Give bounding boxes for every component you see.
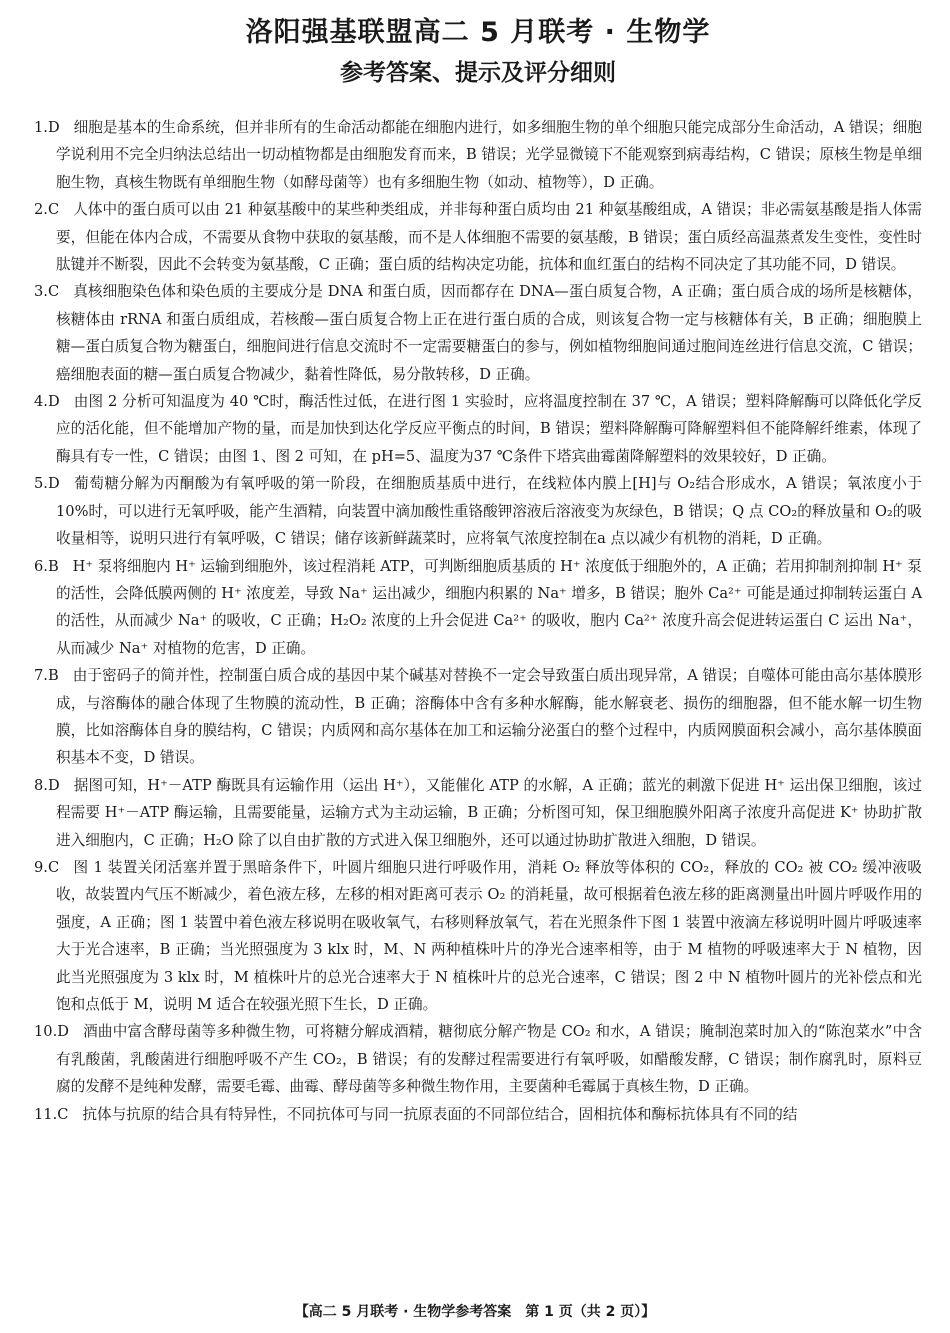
answer-number: 11. xyxy=(34,1105,58,1123)
answer-number: 9. xyxy=(34,858,48,876)
answer-key: C xyxy=(47,858,60,876)
answer-key: C xyxy=(47,201,60,219)
answer-item-4 xyxy=(34,388,922,470)
answer-explanation: 图 1 装置关闭活塞并置于黑暗条件下，叶圆片细胞只进行呼吸作用，消耗 O₂ 释放等体积的 CO₂，释放的 CO₂ 被 CO₂ 缓冲液吸收，故装置内气压不断减少，着色液左移，左移的相对距离可表示 O₂ 的消耗量，故可根据着色液左移的距离测量出叶圆片呼吸作用的强度，A 正确；图 1 装置中着色液左移说明在吸收氧气，右移则释放氧气，若在光照条件下图 1 装置中液滴左移说明叶圆片呼吸速率大于光合速率，B 正确；当光照强度为 3 klx 时，M、N 两种植株叶片的净光合速率相等，由于 M 植物的呼吸速率大于 N 植物，因此当光照强度为 3 klx 时，M 植株叶片的总光合速率大于 N 植株叶片的总光合速率，C 错误；图 2 中 N 植物叶圆片的光补偿点和光饱和点低于 M，说明 M 适合在较强光照下生长，D 正确。 xyxy=(56,858,922,1013)
page-footer: 【高二 5 月联考 · 生物学参考答案 第 1 页（共 2 页）】 xyxy=(294,1304,656,1320)
answer-number: 8. xyxy=(34,776,48,794)
answer-number: 6. xyxy=(34,557,48,575)
answer-key: D xyxy=(57,1023,69,1041)
answer-number: 3. xyxy=(34,283,48,301)
answer-number: 4. xyxy=(34,393,48,411)
answer-item-1 xyxy=(34,114,922,196)
answer-item-5 xyxy=(34,470,922,552)
answer-list xyxy=(34,114,922,1128)
answer-item-9 xyxy=(34,854,922,1018)
answer-explanation: 由图 2 分析可知温度为 40 ℃时，酶活性过低，在进行图 1 实验时，应将温度控制在 37 ℃，A 错误；塑料降解酶可以降低化学反应的活化能，但不能增加产物的量，而是加快到达化学反应平衡点的时间，B 错误；塑料降解酶可降解塑料但不能降解纤维素，体现了酶具有专一性，C 错误；由图 1、图 2 可知，在 pH=5、温度为37 ℃条件下塔宾曲霉菌降解塑料的效果较好，D 正确。 xyxy=(56,393,922,465)
answer-explanation: 酒曲中富含酵母菌等多种微生物，可将糖分解成酒精，糖彻底分解产物是 CO₂ 和水，A 错误；腌制泡菜时加入的“陈泡菜水”中含有乳酸菌，乳酸菌进行细胞呼吸不产生 CO₂，B 错误；有的发酵过程需要进行有氧呼吸，如醋酸发酵，C 错误；制作腐乳时，原料豆腐的发酵不是纯种发酵，需要毛霉、曲霉、酵母菌等多种微生物作用，主要菌种毛霉属于真核生物，D 正确。 xyxy=(56,1023,922,1096)
answer-explanation: 抗体与抗原的结合具有特异性，不同抗体可与同一抗原表面的不同部位结合，固相抗体和酶标抗体具有不同的结 xyxy=(82,1105,798,1123)
answer-key: D xyxy=(47,119,60,136)
answer-key: B xyxy=(47,557,59,575)
answer-key: D xyxy=(47,776,60,794)
answer-item-7 xyxy=(34,662,922,772)
answer-explanation: 真核细胞染色体和染色质的主要成分是 DNA 和蛋白质，因而都存在 DNA—蛋白质复合物，A 正确；蛋白质合成的场所是核糖体，核糖体由 rRNA 和蛋白质组成，若核酸—蛋白质复合物上正在进行蛋白质的合成，则该复合物一定与核糖体有关，B 正确；细胞膜上糖—蛋白质复合物为糖蛋白，细胞间进行信息交流时不一定需要糖蛋白的参与，例如植物细胞间通过胞间连丝进行信息交流，C 错误；癌细胞表面的糖—蛋白质复合物减少，黏着性降低，易分散转移，D 正确。 xyxy=(56,283,922,383)
answer-item-10 xyxy=(34,1018,922,1100)
answer-number: 5. xyxy=(34,475,48,493)
answer-item-11 xyxy=(34,1101,922,1128)
answer-explanation: 葡萄糖分解为丙酮酸为有氧呼吸的第一阶段，在细胞质基质中进行，在线粒体内膜上[H]与 O₂结合形成水，A 错误；氧浓度小于 10%时，可以进行无氧呼吸，能产生酒精，向装置中滴加酸性重铬酸钾溶液后溶液变为灰绿色，B 错误；Q 点 CO₂的释放量和 O₂的吸收量相等，说明只进行有氧呼吸，C 错误；储存该新鲜蔬菜时，应将氧气浓度控制在a 点以减少有机物的消耗，D 正确。 xyxy=(56,475,922,548)
answer-item-2 xyxy=(34,196,922,278)
answer-explanation: 由于密码子的简并性，控制蛋白质合成的基因中某个碱基对替换不一定会导致蛋白质出现异常，A 错误；自噬体可能由高尔基体膜形成，与溶酶体的融合体现了生物膜的流动性，B 正确；溶酶体中含有多种水解酶，能水解衰老、损伤的细胞器，但不能水解一切生物膜，比如溶酶体自身的膜结构，C 错误；内质网和高尔基体在加工和运输分泌蛋白的整个过程中，内质网膜面积会减小，高尔基体膜面积基本不变，D 错误。 xyxy=(56,667,922,767)
answer-explanation: 人体中的蛋白质可以由 21 种氨基酸中的某些种类组成，并非每种蛋白质均由 21 种氨基酸组成，A 错误；非必需氨基酸是指人体需要，但能在体内合成，不需要从食物中获取的氨基酸，而不是人体细胞不需要的氨基酸，B 错误；蛋白质经高温蒸煮发生变性，变性时肽键并不断裂，因此不会转变为氨基酸，C 正确；蛋白质的结构决定功能，抗体和血红蛋白的结构不同决定了其功能不同，D 错误。 xyxy=(56,201,922,274)
page-title: 洛阳强基联盟高二 5 月联考 · 生物学 xyxy=(245,17,711,48)
answer-number: 2. xyxy=(34,201,48,219)
answer-number: 7. xyxy=(34,667,48,685)
answer-key: B xyxy=(47,667,59,685)
answer-key: D xyxy=(47,393,60,411)
answer-number: 10. xyxy=(34,1023,58,1041)
answer-key: C xyxy=(47,283,60,301)
answer-explanation: 据图可知，H⁺－ATP 酶既具有运输作用（运出 H⁺），又能催化 ATP 的水解，A 正确；蓝光的刺激下促进 H⁺ 运出保卫细胞，该过程需要 H⁺－ATP 酶运输，且需要能量，运输方式为主动运输，B 正确；分析图可知，保卫细胞膜外阳离子浓度升高促进 K⁺ 协助扩散进入细胞内，C 正确；H₂O 除了以自由扩散的方式进入保卫细胞外，还可以通过协助扩散进入细胞，D 错误。 xyxy=(56,776,922,849)
page-subtitle: 参考答案、提示及评分细则 xyxy=(340,60,616,86)
answer-item-3 xyxy=(34,278,922,388)
answer-explanation: 细胞是基本的生命系统，但并非所有的生命活动都能在细胞内进行，如多细胞生物的单个细胞只能完成部分生命活动，A 错误；细胞学说利用不完全归纳法总结出一切动植物都是由细胞发育而来，B 错误；光学显微镜下不能观察到病毒结构，C 错误；原核生物是单细胞生物，真核生物既有单细胞生物（如酵母菌等）也有多细胞生物（如动、植物等），D 正确。 xyxy=(56,119,922,191)
answer-explanation: H⁺ 泵将细胞内 H⁺ 运输到细胞外，该过程消耗 ATP，可判断细胞质基质的 H⁺ 浓度低于细胞外的，A 正确；若用抑制剂抑制 H⁺ 泵的活性，会降低膜两侧的 H⁺ 浓度差，导致 Na⁺ 运出减少，细胞内积累的 Na⁺ 增多，B 错误；胞外 Ca²⁺ 可能是通过抑制转运蛋白 A 的活性，从而减少 Na⁺ 的吸收，C 正确；H₂O₂ 浓度的上升会促进 Ca²⁺ 的吸收，胞内 Ca²⁺ 浓度升高会促进转运蛋白 C 运出 Na⁺，从而减少 Na⁺ 对植物的危害，D 正确。 xyxy=(56,557,922,657)
answer-item-8 xyxy=(34,772,922,854)
answer-item-6 xyxy=(34,553,922,663)
answer-key: D xyxy=(47,475,60,493)
answer-number: 1. xyxy=(34,119,48,136)
answer-key: C xyxy=(57,1105,69,1123)
